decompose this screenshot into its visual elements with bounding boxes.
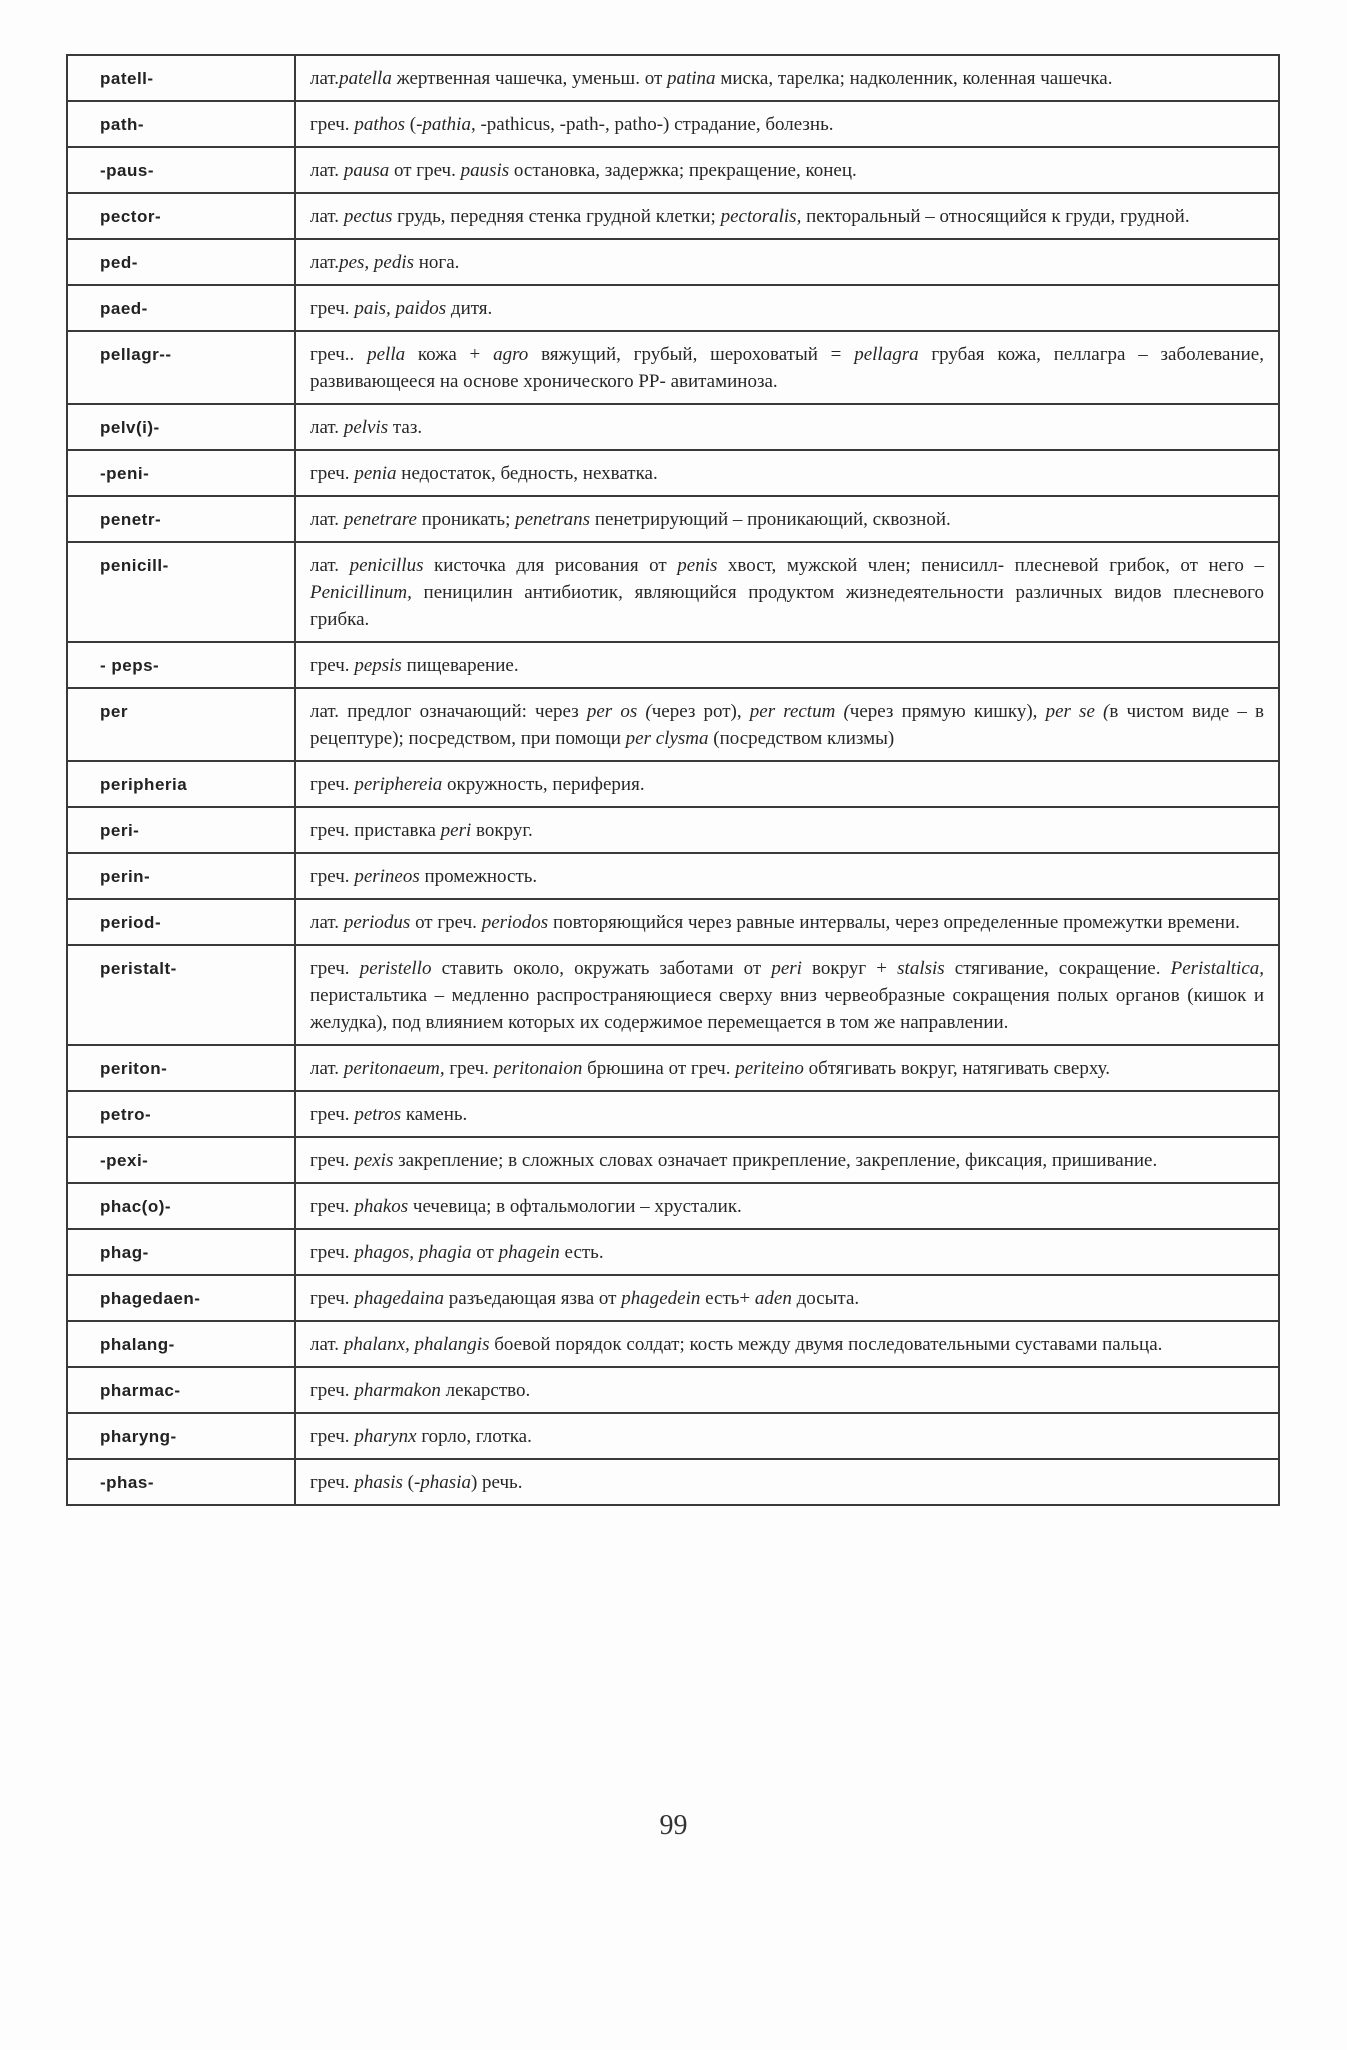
definition-cell (295, 853, 1279, 899)
definition-italic-segment: Peristaltica, (1170, 958, 1264, 979)
term-cell (67, 1229, 295, 1275)
term-text: phalang- (100, 1335, 175, 1354)
definition-segment: повторяющийся через равные интервалы, через определенные промежутки времени. (548, 912, 1240, 933)
definition-segment: лат. (310, 912, 344, 933)
definition-segment: недостаток, бедность, нехватка. (396, 463, 658, 484)
term-text: peripheria (100, 775, 188, 794)
term-cell (67, 1367, 295, 1413)
definition-segment: пищеварение. (401, 655, 519, 676)
definition-cell (295, 1091, 1279, 1137)
term-cell (67, 147, 295, 193)
definition-cell (295, 147, 1279, 193)
glossary-row (67, 807, 1279, 853)
definition-italic-segment: peri (771, 958, 802, 979)
glossary-row (67, 642, 1279, 688)
definition-italic-segment: pectus (343, 206, 393, 227)
definition-italic-segment: per rectum ( (749, 701, 850, 722)
term-cell (67, 761, 295, 807)
definition-cell (295, 945, 1279, 1045)
definition-segment: жертвенная чашечка, уменьш. от (391, 68, 667, 89)
glossary-row (67, 496, 1279, 542)
definition-italic-segment: patina (667, 68, 716, 89)
definition-segment: греч.. (310, 344, 368, 365)
glossary-row (67, 1137, 1279, 1183)
definition-italic-segment: phagedaina (354, 1288, 445, 1309)
definition-italic-segment: peritonaion (493, 1058, 583, 1079)
term-cell (67, 1459, 295, 1505)
glossary-row (67, 1367, 1279, 1413)
term-text: pharmac- (100, 1381, 181, 1400)
definition-cell (295, 450, 1279, 496)
term-cell (67, 193, 295, 239)
definition-segment: ( (405, 114, 417, 135)
definition-segment: пеницилин антибиотик, являющийся продуктом жизнедеятельности различных видов плесневого грибка. (310, 582, 1264, 630)
definition-italic-segment: phasis (354, 1472, 403, 1493)
definition-segment: обтягивать вокруг, натягивать сверху. (803, 1058, 1110, 1079)
definition-segment: промежность. (419, 866, 538, 887)
definition-segment: от (471, 1242, 499, 1263)
definition-segment: брюшина от греч. (582, 1058, 736, 1079)
definition-segment: через прямую кишку), (849, 701, 1046, 722)
glossary-row (67, 55, 1279, 101)
term-text: paed- (100, 299, 148, 318)
definition-segment: нога. (414, 252, 460, 273)
definition-italic-segment: phagedein (621, 1288, 701, 1309)
definition-segment: окружность, периферия. (442, 774, 645, 795)
definition-segment: лекарство. (440, 1380, 531, 1401)
term-text: period- (100, 913, 162, 932)
glossary-row (67, 945, 1279, 1045)
glossary-row (67, 1321, 1279, 1367)
definition-segment: лат. (310, 160, 344, 181)
glossary-row (67, 239, 1279, 285)
definition-italic-segment: periphereia (354, 774, 443, 795)
definition-italic-segment: per os ( (586, 701, 652, 722)
definition-segment: вяжущий, грубый, шероховатый = (528, 344, 855, 365)
definition-segment: закрепление; в сложных словах означает прикрепление, закрепление, фиксация, пришивание. (393, 1150, 1158, 1171)
glossary-row (67, 761, 1279, 807)
term-text: pelv(i)- (100, 418, 160, 437)
definition-italic-segment: petros (354, 1104, 402, 1125)
definition-italic-segment: penia (354, 463, 397, 484)
definition-cell (295, 239, 1279, 285)
definition-italic-segment: penicillus (349, 555, 424, 576)
term-text: phac(o)- (100, 1197, 172, 1216)
definition-segment: ) речь. (470, 1472, 523, 1493)
term-text: pector- (100, 207, 162, 226)
definition-segment: лат. (310, 68, 340, 89)
term-text: perin- (100, 867, 151, 886)
definition-segment: горло, глотка. (416, 1426, 532, 1447)
definition-italic-segment: pathos (354, 114, 405, 135)
definition-segment: (посредством клизмы) (708, 728, 895, 749)
definition-italic-segment: pexis (354, 1150, 394, 1171)
term-cell (67, 1321, 295, 1367)
definition-segment: дитя. (446, 298, 493, 319)
term-text: phag- (100, 1243, 149, 1262)
glossary-row (67, 853, 1279, 899)
definition-italic-segment: agro (493, 344, 529, 365)
definition-segment: есть. (559, 1242, 604, 1263)
definition-segment: таз. (388, 417, 423, 438)
term-cell (67, 1413, 295, 1459)
definition-segment: разъедающая язва от (444, 1288, 622, 1309)
definition-italic-segment: peritonaeum, (343, 1058, 445, 1079)
definition-segment: греч. (310, 958, 360, 979)
definition-italic-segment: pectoralis, (720, 206, 802, 227)
glossary-row (67, 1275, 1279, 1321)
definition-italic-segment: pellagra (854, 344, 919, 365)
definition-segment: лат. предлог означающий: через (310, 701, 587, 722)
term-cell (67, 239, 295, 285)
page-number: 99 (659, 1810, 688, 1841)
definition-segment: кожа + (405, 344, 494, 365)
definition-cell (295, 496, 1279, 542)
term-cell (67, 542, 295, 642)
definition-segment: греч. (310, 774, 355, 795)
glossary-row (67, 1229, 1279, 1275)
glossary-row (67, 1091, 1279, 1137)
definition-italic-segment: perineos (354, 866, 420, 887)
definition-segment: есть+ (700, 1288, 755, 1309)
definition-cell (295, 331, 1279, 404)
definition-italic-segment: peristello (359, 958, 432, 979)
definition-cell (295, 101, 1279, 147)
definition-cell (295, 688, 1279, 761)
glossary-row (67, 1183, 1279, 1229)
definition-segment: досыта. (791, 1288, 860, 1309)
definition-segment: вокруг + (801, 958, 898, 979)
glossary-row (67, 688, 1279, 761)
definition-italic-segment: penetrare (343, 509, 417, 530)
term-text: peri- (100, 821, 140, 840)
term-cell (67, 285, 295, 331)
glossary-row (67, 542, 1279, 642)
definition-segment: грудь, передняя стенка грудной клетки; (392, 206, 721, 227)
definition-segment: лат. (310, 509, 344, 530)
definition-segment: греч. (310, 298, 355, 319)
definition-italic-segment: per clysma (625, 728, 709, 749)
definition-cell (295, 899, 1279, 945)
definition-italic-segment: pelvis (343, 417, 389, 438)
definition-segment: греч. (310, 1380, 355, 1401)
term-cell (67, 1137, 295, 1183)
definition-segment: ( (402, 1472, 414, 1493)
definition-italic-segment: phagein (498, 1242, 560, 1263)
definition-segment: лат. (310, 252, 340, 273)
term-text: -paus- (100, 161, 154, 180)
term-text: penetr- (100, 510, 162, 529)
definition-segment: стягивание, сокращение. (944, 958, 1171, 979)
definition-cell (295, 642, 1279, 688)
term-text: pharyng- (100, 1427, 177, 1446)
term-cell (67, 1091, 295, 1137)
term-cell (67, 945, 295, 1045)
definition-segment: греч. (310, 114, 355, 135)
definition-italic-segment: Penicillinum, (310, 582, 412, 603)
term-text: pellagr-- (100, 345, 172, 364)
definition-italic-segment: -pathia (416, 114, 471, 135)
term-text: ped- (100, 253, 138, 272)
term-cell (67, 101, 295, 147)
glossary-row (67, 331, 1279, 404)
definition-cell (295, 1183, 1279, 1229)
definition-italic-segment: phakos (354, 1196, 409, 1217)
glossary-row (67, 193, 1279, 239)
definition-italic-segment: periodos (481, 912, 549, 933)
glossary-row (67, 147, 1279, 193)
definition-cell (295, 761, 1279, 807)
term-text: peristalt- (100, 959, 177, 978)
term-cell (67, 496, 295, 542)
definition-segment: грубая кожа, пеллагра – заболевание, развивающееся на основе хронического PP- авитаминоза. (310, 344, 1264, 392)
definition-segment: чечевица; в офтальмологии – хрусталик. (408, 1196, 742, 1217)
term-text: patell- (100, 69, 154, 88)
definition-italic-segment: phagos, phagia (354, 1242, 472, 1263)
term-cell (67, 807, 295, 853)
term-cell (67, 853, 295, 899)
definition-segment: греч. (310, 1196, 355, 1217)
definition-italic-segment: pes, pedis (339, 252, 414, 273)
definition-italic-segment: pais, paidos (354, 298, 447, 319)
glossary-row (67, 404, 1279, 450)
definition-segment: перистальтика – медленно распространяющиеся сверху вниз червеобразные сокращения полых органов (кишок и желудка), под влиянием которых их содержимое перемещается в том же направлении. (310, 985, 1264, 1033)
definition-italic-segment: phalanx, phalangis (343, 1334, 490, 1355)
term-cell (67, 1275, 295, 1321)
definition-cell (295, 1137, 1279, 1183)
definition-cell (295, 1321, 1279, 1367)
definition-cell (295, 193, 1279, 239)
glossary-body (67, 55, 1279, 1505)
definition-segment: пенетрирующий – проникающий, сквозной. (590, 509, 951, 530)
definition-segment: греч. (310, 1426, 355, 1447)
definition-segment: пекторальный – относящийся к груди, грудной. (801, 206, 1190, 227)
definition-italic-segment: pausis (460, 160, 510, 181)
definition-segment: греч. приставка (310, 820, 441, 841)
definition-italic-segment: -phasia (413, 1472, 471, 1493)
definition-segment: лат. (310, 555, 350, 576)
glossary-row (67, 1459, 1279, 1505)
term-text: - peps- (100, 656, 160, 675)
glossary-row (67, 285, 1279, 331)
definition-segment: греч. (310, 1288, 355, 1309)
definition-segment: от греч. (410, 912, 482, 933)
definition-italic-segment: pharynx (354, 1426, 417, 1447)
definition-segment: в чистом виде – в рецептуре); посредством, при помощи (310, 701, 1264, 749)
definition-segment: , -pathicus, -path-, patho-) страдание, болезнь. (470, 114, 834, 135)
term-cell (67, 331, 295, 404)
term-text: petro- (100, 1105, 152, 1124)
term-text: path- (100, 115, 145, 134)
definition-segment: греч. (310, 1104, 355, 1125)
glossary-row (67, 450, 1279, 496)
definition-segment: греч. (310, 463, 355, 484)
term-cell (67, 450, 295, 496)
term-text: periton- (100, 1059, 168, 1078)
definition-segment: ставить около, окружать заботами от (431, 958, 772, 979)
definition-segment: боевой порядок солдат; кость между двумя последовательными суставами пальца. (489, 1334, 1163, 1355)
definition-italic-segment: penis (677, 555, 718, 576)
definition-cell (295, 1413, 1279, 1459)
definition-segment: греч. (310, 1472, 355, 1493)
definition-segment: камень. (401, 1104, 468, 1125)
definition-cell (295, 1459, 1279, 1505)
definition-italic-segment: stalsis (897, 958, 945, 979)
definition-italic-segment: pella (367, 344, 406, 365)
term-text: penicill- (100, 556, 169, 575)
definition-italic-segment: aden (754, 1288, 792, 1309)
term-cell (67, 1183, 295, 1229)
definition-italic-segment: pharmakon (354, 1380, 441, 1401)
definition-cell (295, 285, 1279, 331)
definition-segment: греч. (310, 1150, 355, 1171)
definition-italic-segment: periodus (343, 912, 411, 933)
definition-segment: кисточка для рисования от (423, 555, 678, 576)
definition-cell (295, 1275, 1279, 1321)
term-text: -pexi- (100, 1151, 149, 1170)
term-cell (67, 642, 295, 688)
definition-segment: греч. (310, 655, 355, 676)
term-cell (67, 55, 295, 101)
glossary-row (67, 1045, 1279, 1091)
term-cell (67, 899, 295, 945)
definition-segment: греч. (310, 866, 355, 887)
definition-segment: греч. (444, 1058, 494, 1079)
definition-segment: лат. (310, 417, 344, 438)
definition-cell (295, 807, 1279, 853)
glossary-row (67, 1413, 1279, 1459)
definition-italic-segment: pepsis (354, 655, 402, 676)
definition-cell (295, 1229, 1279, 1275)
definition-segment: остановка, задержка; прекращение, конец. (509, 160, 857, 181)
definition-segment: хвост, мужской член; пенисилл- плесневой грибок, от него – (717, 555, 1264, 576)
definition-italic-segment: pausa (343, 160, 390, 181)
term-cell (67, 688, 295, 761)
definition-segment: греч. (310, 1242, 355, 1263)
definition-segment: лат. (310, 1058, 344, 1079)
glossary-table (66, 54, 1280, 1506)
definition-segment: через рот), (651, 701, 750, 722)
term-text: per (100, 702, 128, 721)
definition-cell (295, 1045, 1279, 1091)
term-cell (67, 404, 295, 450)
definition-italic-segment: patella (339, 68, 392, 89)
term-text: phagedaen- (100, 1289, 201, 1308)
definition-cell (295, 55, 1279, 101)
glossary-row (67, 899, 1279, 945)
definition-cell (295, 1367, 1279, 1413)
definition-italic-segment: peri (440, 820, 472, 841)
definition-segment: вокруг. (471, 820, 533, 841)
glossary-row (67, 101, 1279, 147)
term-cell (67, 1045, 295, 1091)
definition-cell (295, 404, 1279, 450)
definition-italic-segment: per se ( (1045, 701, 1110, 722)
definition-cell (295, 542, 1279, 642)
definition-segment: лат. (310, 1334, 344, 1355)
definition-segment: от греч. (389, 160, 461, 181)
definition-segment: проникать; (416, 509, 516, 530)
definition-segment: миска, тарелка; надколенник, коленная чашечка. (715, 68, 1113, 89)
definition-segment: лат. (310, 206, 344, 227)
definition-italic-segment: periteino (735, 1058, 804, 1079)
definition-italic-segment: penetrans (515, 509, 591, 530)
term-text: -peni- (100, 464, 150, 483)
term-text: -phas- (100, 1473, 154, 1492)
